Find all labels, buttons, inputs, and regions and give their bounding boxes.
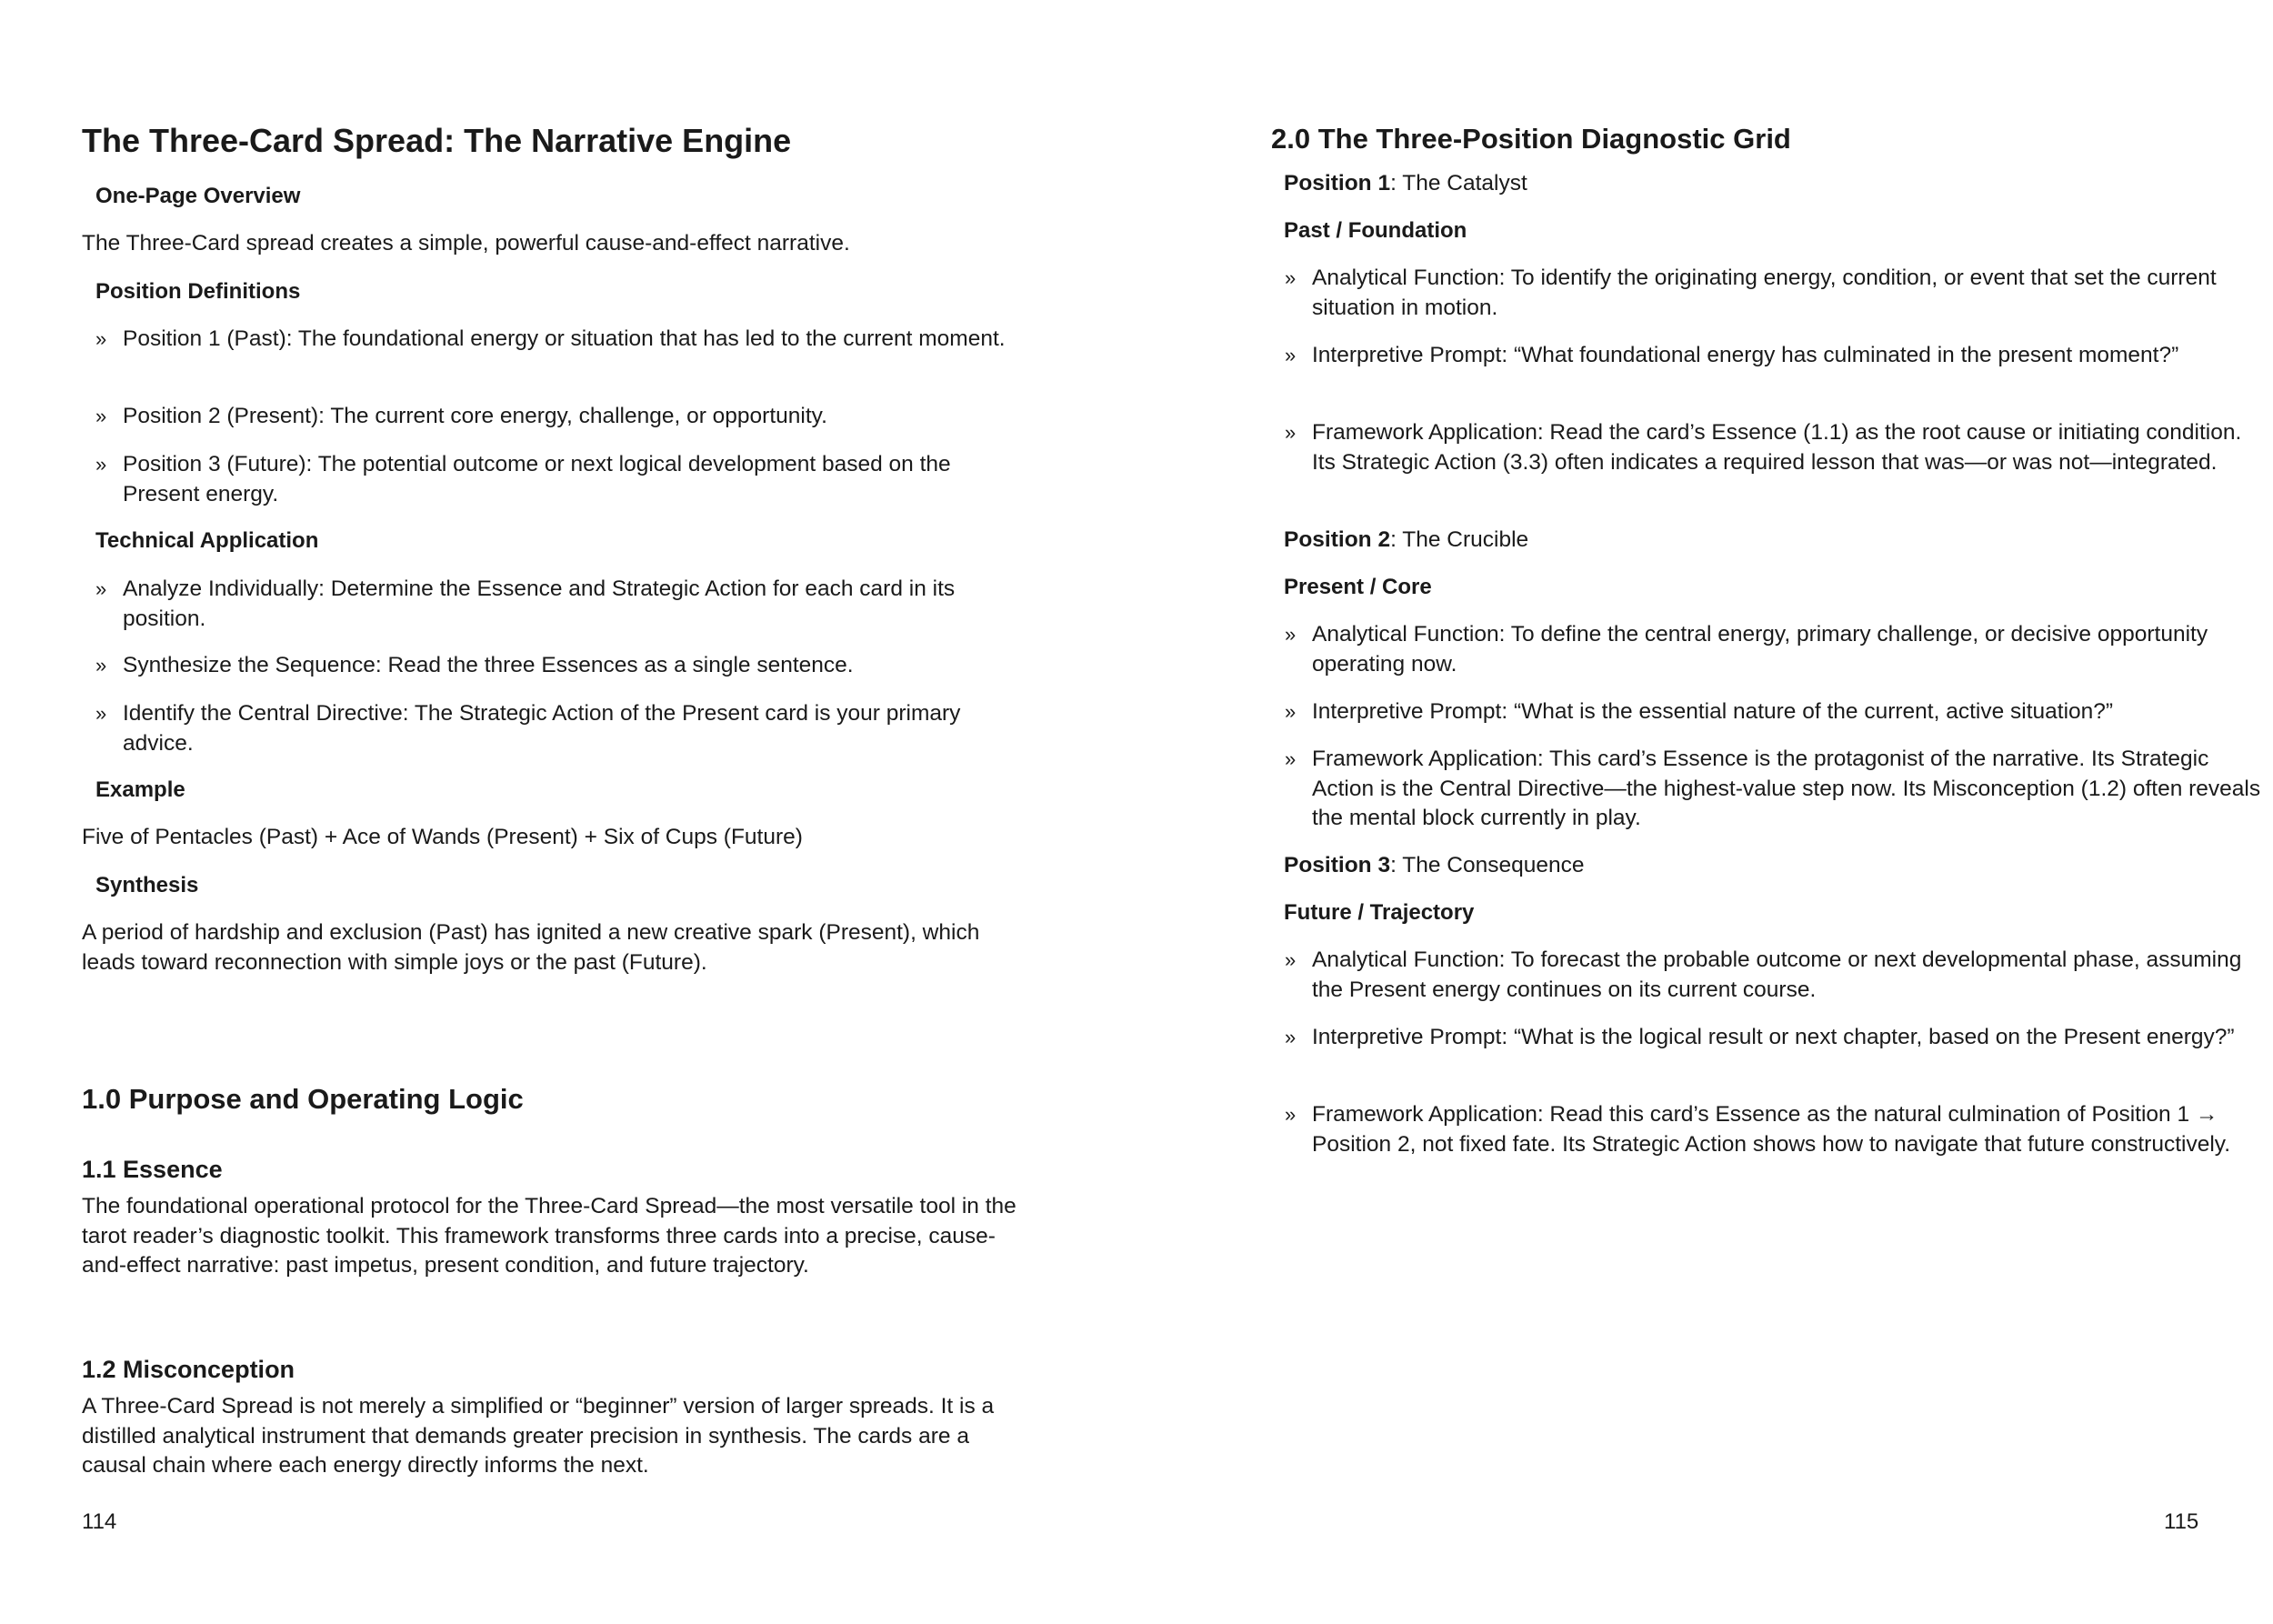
bullet-mark: » [1285,1103,1297,1126]
bullet-mark: » [95,702,107,725]
definition-item-3: » Position 3 (Future): The potential outcome or next logical development based on the Present energy. [95,452,951,506]
technical-item-2: » Synthesize the Sequence: Read the three Essences as a single sentence. [82,651,1032,681]
misconception-text: A Three-Card Spread is not merely a simplified or “beginner” version of larger spreads. It is a distilled analytical instrument that demands greater precision in synthesis. The cards are a causal chain where each energy directly informs the next. [82,1394,995,1478]
right-page [1271,0,2261,1624]
definitions-heading: Position Definitions [95,279,301,304]
position-3-item-2: » Interpretive Prompt: “What is the logical result or next chapter, based on the Present energy?” [1271,1023,2262,1053]
position-3-item-3: » Framework Application: Read this card’s Essence as the natural culmination of Position 1 → Position 2, not fixed fate. Its Strategic Action shows how to navigate that future constructively. [1285,1102,2231,1157]
bullet-mark: » [95,453,107,476]
bullet-mark: » [1285,421,1297,444]
position-1-item-1: » Analytical Function: To identify the originating energy, condition, or event that set the current situation in motion. [1285,266,2217,320]
position-2-item-3: » Framework Application: This card’s Essence is the protagonist of the narrative. Its Strategic Action is the Central Directive—the highest-value step now. Its Misconception (1.2) often reveals the mental block currently in play. [1285,747,2261,830]
position-3-subheading: Future / Trajectory [1284,900,1475,925]
bullet-mark: » [95,327,107,350]
position-1-item-3: » Framework Application: Read the card’s Essence (1.1) as the root cause or initiating condition. Its Strategic Action (3.3) often indicates a required lesson that was—or was not—integrated. [1285,420,2242,475]
position-2-item-2: » Interpretive Prompt: “What is the essential nature of the current, active situation?” [1271,697,2262,727]
technical-item-3: » Identify the Central Directive: The Strategic Action of the Present card is your primary advice. [95,701,961,756]
left-page [82,0,1018,1624]
synthesis-text: A period of hardship and exclusion (Past) has ignited a new creative spark (Present), which leads toward reconnection with simple joys or the past (Future). [82,920,980,975]
essence-heading: 1.1 Essence [82,1156,223,1183]
technical-heading: Technical Application [95,528,319,553]
page-title: The Three-Card Spread: The Narrative Engine [82,122,792,159]
position-3-item-1: » Analytical Function: To forecast the probable outcome or next developmental phase, assuming the Present energy continues on its current course. [1285,947,2242,1002]
definition-item-1: » Position 1 (Past): The foundational energy or situation that has led to the current moment. [82,325,1032,355]
position-1-item-2: » Interpretive Prompt: “What foundational energy has culminated in the present moment?” [1271,341,2262,371]
page-number-right: 115 [2164,1509,2199,1534]
bullet-mark: » [1285,948,1297,971]
essence-text: The foundational operational protocol for the Three-Card Spread—the most versatile tool in the tarot reader’s diagnostic toolkit. This framework transforms three cards into a precise, cause-and-effect narrative: past impetus, present condition, and future trajectory. [82,1194,1016,1278]
bullet-mark: » [1285,623,1297,646]
example-heading: Example [95,777,185,802]
overview-text: The Three-Card spread creates a simple, powerful cause-and-effect narrative. [82,231,850,256]
bullet-mark: » [95,405,107,427]
page-number-left: 114 [82,1509,117,1534]
bullet-mark: » [95,577,107,600]
synthesis-heading: Synthesis [95,873,199,897]
bullet-mark: » [1285,700,1297,723]
section-heading-2-0: 2.0 The Three-Position Diagnostic Grid [1271,123,1791,155]
bullet-mark: » [95,654,107,677]
bullet-mark: » [1285,266,1297,289]
overview-heading: One-Page Overview [95,184,301,208]
section-heading-1-0: 1.0 Purpose and Operating Logic [82,1083,524,1115]
position-2-title: Position 2: The Crucible [1284,527,1529,552]
misconception-heading: 1.2 Misconception [82,1356,295,1383]
position-2-item-1: » Analytical Function: To define the central energy, primary challenge, or decisive opportunity operating now. [1285,622,2208,677]
bullet-mark: » [1285,344,1297,366]
position-3-title: Position 3: The Consequence [1284,853,1585,877]
position-1-subheading: Past / Foundation [1284,218,1467,243]
bullet-mark: » [1285,1026,1297,1048]
bullet-mark: » [1285,747,1297,770]
definition-item-2: » Position 2 (Present): The current core energy, challenge, or opportunity. [82,402,1032,432]
position-2-subheading: Present / Core [1284,575,1432,599]
position-1-title: Position 1: The Catalyst [1284,171,1527,195]
example-text: Five of Pentacles (Past) + Ace of Wands (Present) + Six of Cups (Future) [82,825,803,849]
technical-item-1: » Analyze Individually: Determine the Essence and Strategic Action for each card in its position. [95,576,956,631]
